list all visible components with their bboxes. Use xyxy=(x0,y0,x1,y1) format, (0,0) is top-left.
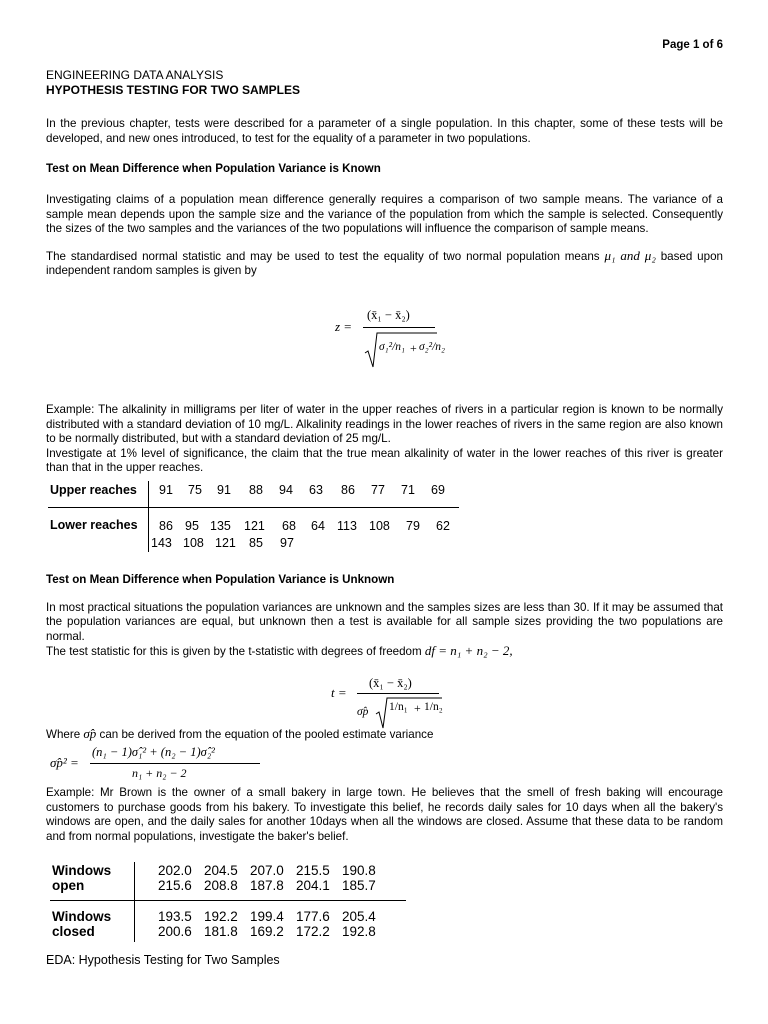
pooled-lhs: σ̂p² = xyxy=(50,755,79,770)
where-text-a: Where xyxy=(46,728,81,741)
z-lhs: z = xyxy=(335,319,353,334)
section1-paragraph-2 xyxy=(46,249,723,279)
value-cell: 91 xyxy=(217,483,231,497)
intro-paragraph: In the previous chapter, tests were described for a parameter of a single population. In this chapter, some of these tests will be developed, and new ones introduced, to test for the equality of a parameter in two populations. xyxy=(46,117,723,145)
value-cell: 200.6 xyxy=(158,924,192,939)
section2-block xyxy=(46,573,723,660)
value-cell: 77 xyxy=(371,483,385,497)
t-formula xyxy=(331,676,443,728)
t-den-b: 1/n₂ xyxy=(424,701,443,713)
closed-row-2 xyxy=(158,924,382,939)
value-cell: 204.5 xyxy=(204,863,238,878)
z-fraction-bar xyxy=(363,327,435,328)
value-cell: 64 xyxy=(311,519,325,533)
open-row-2 xyxy=(158,878,382,893)
label-line: Windows xyxy=(52,863,112,878)
section1-paragraph: Investigating claims of a population mean difference generally requires a comparison of two sample means. The variance of a sample mean depends upon the sample size and the variance of the population from which the sample is selected. Consequently the sizes of the two samples and the variances of the two populations will influence the comparison of sample means. xyxy=(46,192,723,236)
z-formula xyxy=(335,305,445,371)
value-cell: 190.8 xyxy=(342,863,376,878)
upper-values xyxy=(149,481,460,508)
value-cell: 192.8 xyxy=(342,924,376,939)
label-line: Windows xyxy=(52,909,112,924)
example2-paragraph: Example: Mr Brown is the owner of a small bakery in large town. He believes that the smell of fresh baking will encourage customers to purchase goods from his bakery. To investigate this belief, he records daily sales for 10 days when all the bakery's windows are open, and the daily sales for another 10days when all the windows are closed. Assume that these data to be random and from normal populations, investigate the baker's belief. xyxy=(46,786,723,843)
sigma-p-symbol: σ̂p xyxy=(83,726,97,741)
t-statistic-text: The test statistic for this is given by the t-statistic with degrees of freedom xyxy=(46,645,422,659)
table-row xyxy=(48,481,459,508)
pooled-variance-formula xyxy=(50,745,270,783)
document-body xyxy=(46,68,723,279)
upper-label: Upper reaches xyxy=(48,481,149,508)
where-line xyxy=(46,727,433,743)
value-cell: 177.6 xyxy=(296,909,330,924)
value-cell: 68 xyxy=(282,519,296,533)
example1-investigate: Investigate at 1% level of significance, the claim that the true mean alkalinity of water in the lower reaches of this river is greater than that in the upper reaches. xyxy=(46,446,723,475)
windows-closed-label xyxy=(52,909,111,939)
bakery-table xyxy=(50,862,410,942)
value-cell: 113 xyxy=(337,519,357,533)
t-den-sigma: σ̂p xyxy=(357,706,369,718)
pooled-fraction-bar xyxy=(90,763,260,764)
course-name: ENGINEERING DATA ANALYSIS xyxy=(46,68,224,82)
value-cell: 63 xyxy=(309,483,323,497)
t-den-a: 1/n₁ xyxy=(389,701,408,713)
value-cell: 86 xyxy=(159,519,173,533)
df-formula: df = n₁ + n₂ − 2, xyxy=(424,643,513,659)
value-cell: 108 xyxy=(369,519,390,533)
value-cell: 185.7 xyxy=(342,878,376,893)
value-cell: 86 xyxy=(341,483,355,497)
t-lhs: t = xyxy=(331,685,347,700)
value-cell: 199.4 xyxy=(250,909,284,924)
para2-text-a: The standardised normal statistic and may be used to test the equality of two normal population means xyxy=(46,249,600,263)
value-cell: 75 xyxy=(188,483,202,497)
z-numerator: (x̄₁ − x̄₂) xyxy=(367,308,410,322)
document-title: HYPOTHESIS TESTING FOR TWO SAMPLES xyxy=(46,82,301,97)
t-numerator: (x̄₁ − x̄₂) xyxy=(369,676,412,690)
table-vertical-rule xyxy=(134,862,135,942)
example2-block xyxy=(46,786,723,844)
where-text-b: can be derived from the equation of the pooled estimate variance xyxy=(99,728,434,741)
value-cell: 88 xyxy=(249,483,263,497)
label-line: open xyxy=(52,878,85,893)
example1-block xyxy=(46,403,723,476)
value-cell: 85 xyxy=(249,536,263,550)
value-cell: 187.8 xyxy=(250,878,284,893)
value-cell: 62 xyxy=(436,519,450,533)
page-footer: EDA: Hypothesis Testing for Two Samples xyxy=(46,953,280,967)
t-den-plus: + xyxy=(414,701,421,715)
section2-paragraph-2 xyxy=(46,644,723,660)
z-den-plus: + xyxy=(410,341,417,355)
value-cell: 205.4 xyxy=(342,909,376,924)
value-cell: 172.2 xyxy=(296,924,330,939)
value-cell: 135 xyxy=(210,519,231,533)
para2-text-b: based upon independent random samples is given by xyxy=(46,249,723,278)
section2-heading: Test on Mean Difference when Population Variance is Unknown xyxy=(46,573,395,586)
lower-row-2 xyxy=(151,535,459,552)
value-cell: 121 xyxy=(215,536,236,550)
value-cell: 79 xyxy=(406,519,420,533)
lower-values xyxy=(149,508,460,553)
value-cell: 181.8 xyxy=(204,924,238,939)
example1-paragraph: Example: The alkalinity in milligrams per liter of water in the upper reaches of rivers in a particular region is known to be normally distributed with a standard deviation of 10 mg/L. Alkalinity readings in the lower reaches of rivers in the same region are also known to be normally distributed, but with a standard deviation of 25 mg/L. xyxy=(46,403,723,446)
z-den-b: σ₂²/n₂ xyxy=(419,341,446,353)
value-cell: 108 xyxy=(183,536,204,550)
means-symbols: μ₁ and μ₂ xyxy=(604,247,656,263)
lower-row-1 xyxy=(159,518,459,535)
windows-closed-values xyxy=(158,909,382,939)
value-cell: 193.5 xyxy=(158,909,192,924)
section2-paragraph: In most practical situations the population variances are unknown and the samples sizes are less than 30. If it may be assumed that the population variances are equal, but unknown then a test is available for all sample sizes providing the two populations are normal. xyxy=(46,600,723,643)
value-cell: 94 xyxy=(279,483,293,497)
table-row xyxy=(48,508,459,553)
z-radical xyxy=(363,331,446,369)
value-cell: 143 xyxy=(151,536,172,550)
value-cell: 97 xyxy=(280,536,294,550)
value-cell: 91 xyxy=(159,483,173,497)
section1-heading: Test on Mean Difference when Population Variance is Known xyxy=(46,162,381,176)
open-row-1 xyxy=(158,863,382,878)
value-cell: 208.8 xyxy=(204,878,238,893)
value-cell: 207.0 xyxy=(250,863,284,878)
value-cell: 71 xyxy=(401,483,415,497)
value-cell: 192.2 xyxy=(204,909,238,924)
value-cell: 169.2 xyxy=(250,924,284,939)
value-cell: 121 xyxy=(244,519,265,533)
windows-open-label xyxy=(52,863,111,893)
table-horizontal-rule xyxy=(50,900,406,901)
value-cell: 215.5 xyxy=(296,863,330,878)
value-cell: 204.1 xyxy=(296,878,330,893)
closed-row-1 xyxy=(158,909,382,924)
pooled-numerator: (n₁ − 1)σ̂₁² + (n₂ − 1)σ̂₂² xyxy=(92,745,215,759)
page-number: Page 1 of 6 xyxy=(662,39,723,51)
t-fraction-bar xyxy=(357,693,439,694)
windows-open-values xyxy=(158,863,382,893)
label-line: closed xyxy=(52,924,95,939)
value-cell: 215.6 xyxy=(158,878,192,893)
pooled-denominator: n₁ + n₂ − 2 xyxy=(132,766,187,780)
z-den-a: σ₁²/n₁ xyxy=(379,341,406,353)
value-cell: 69 xyxy=(431,483,445,497)
value-cell: 202.0 xyxy=(158,863,192,878)
value-cell: 95 xyxy=(185,519,199,533)
lower-label: Lower reaches xyxy=(48,508,149,553)
alkalinity-table xyxy=(48,481,459,552)
